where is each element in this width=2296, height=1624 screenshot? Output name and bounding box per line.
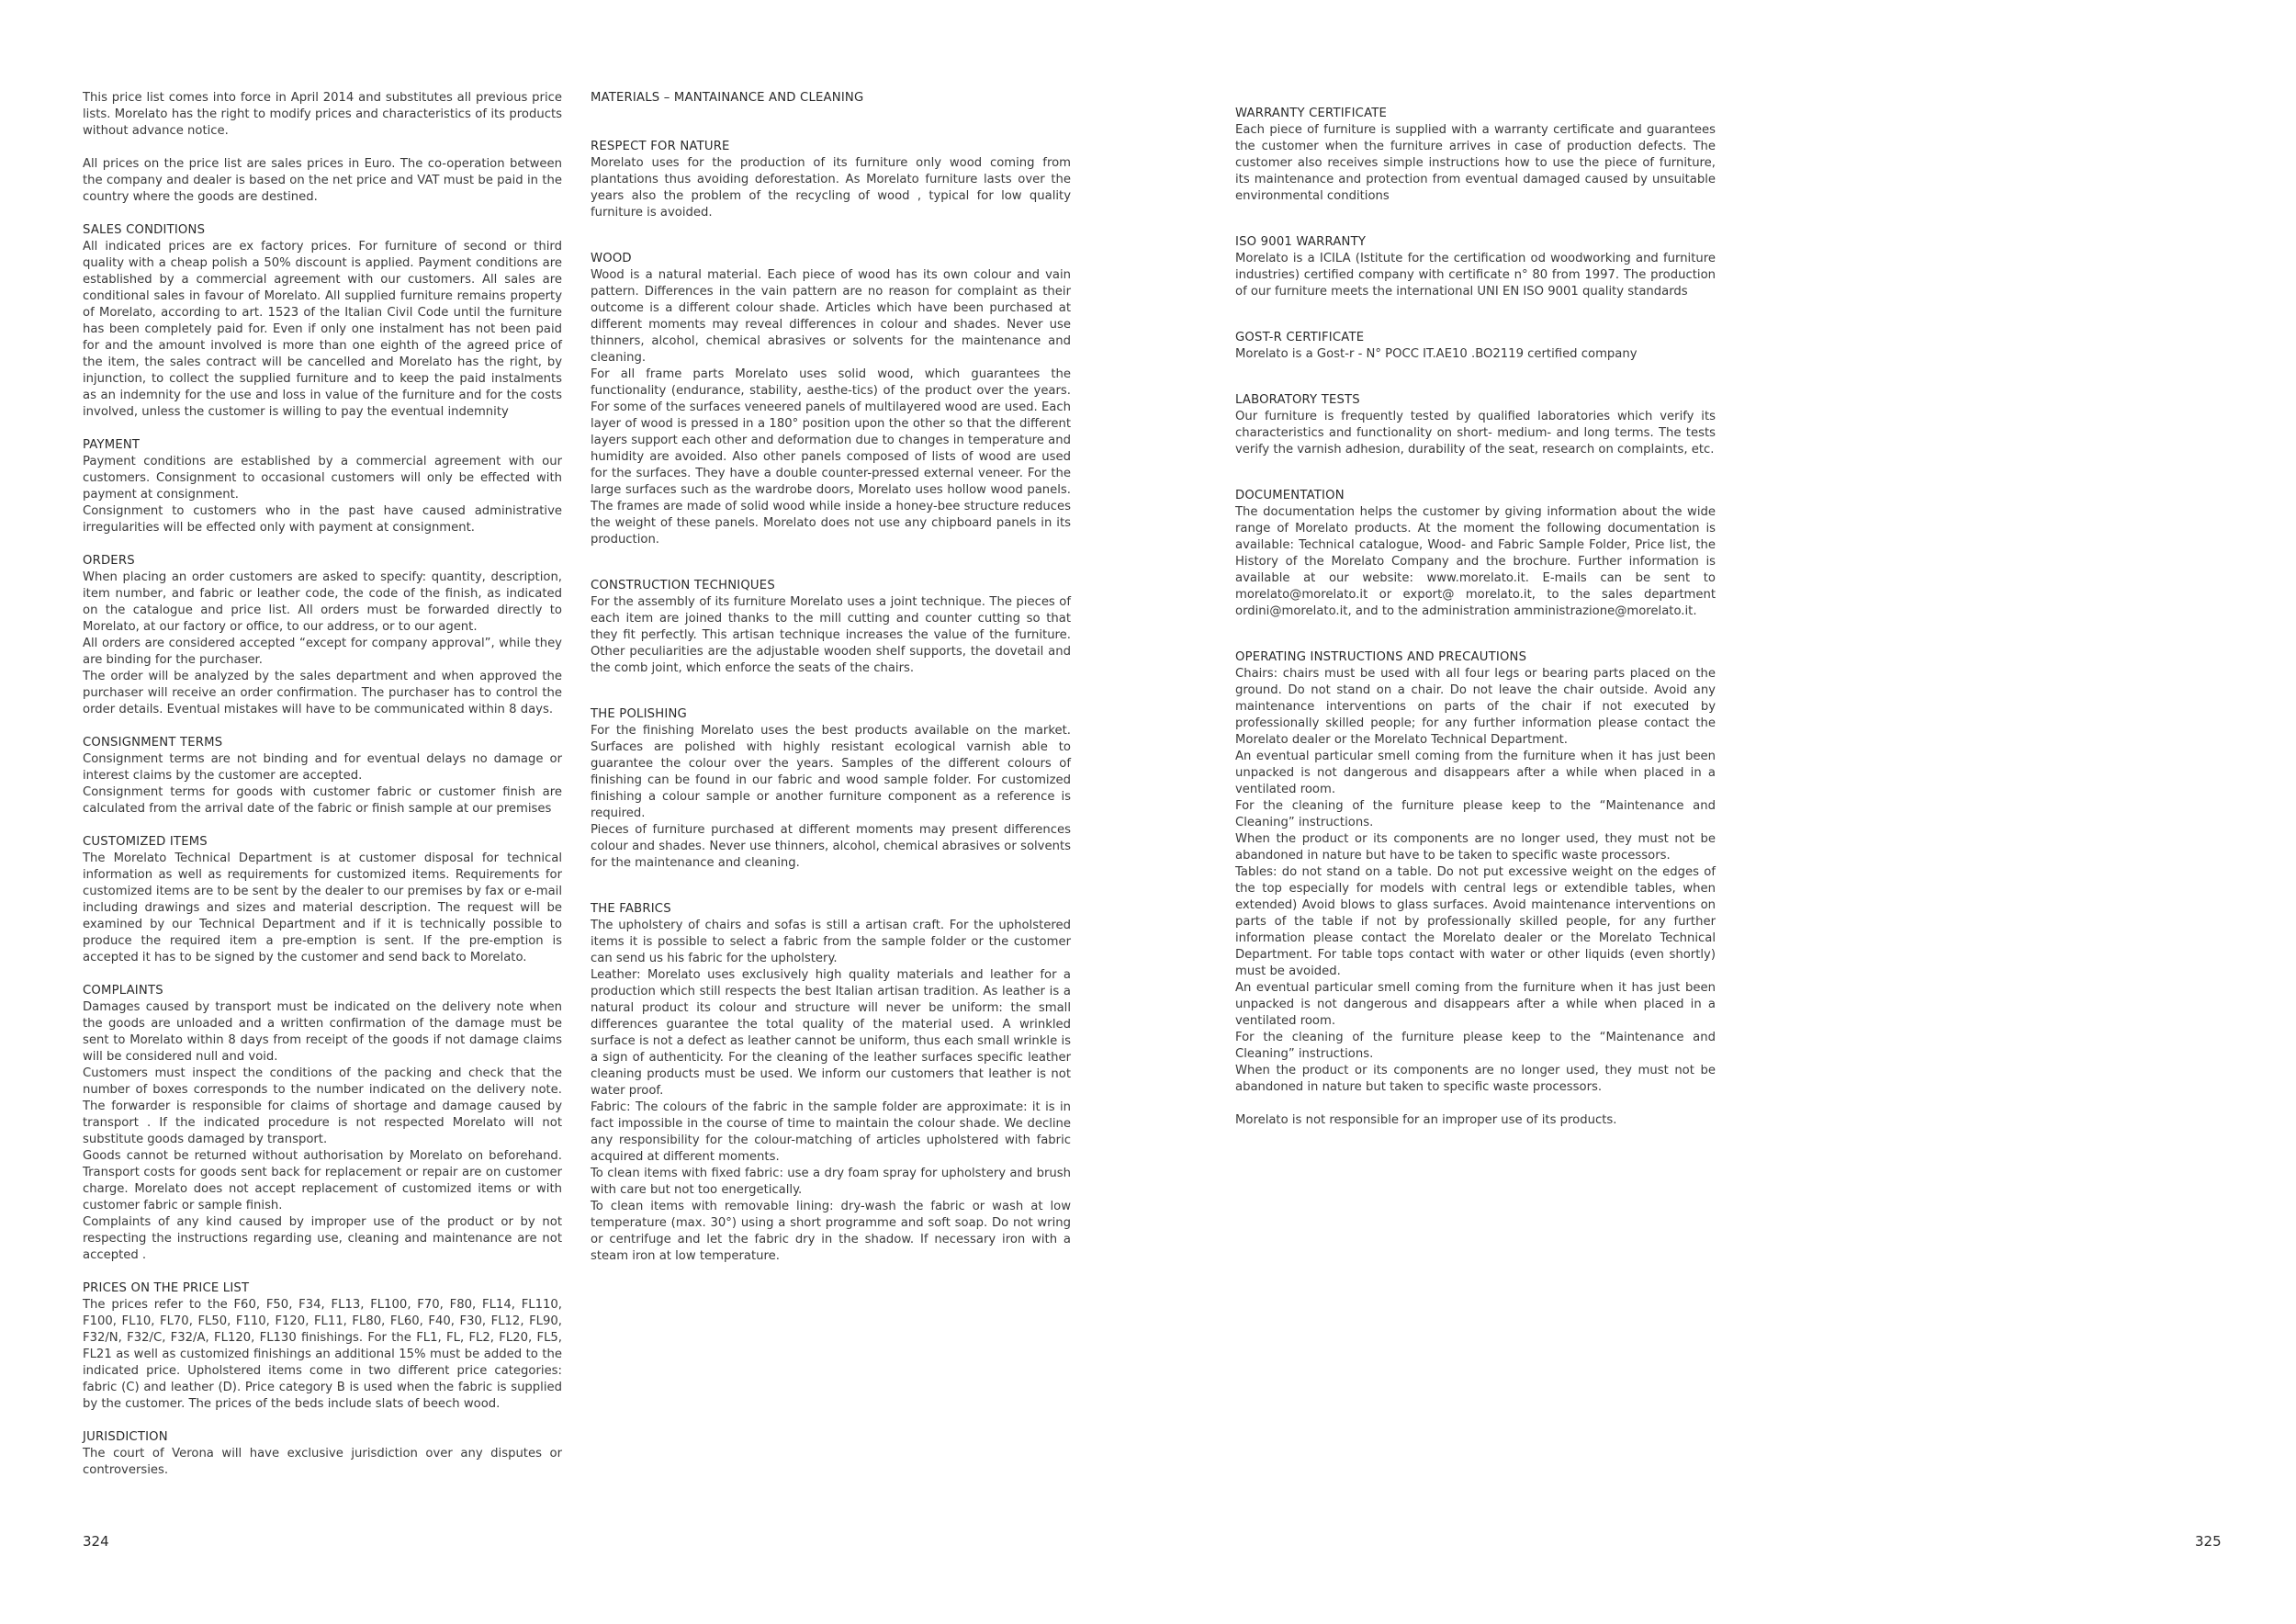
section-title: THE POLISHING <box>591 707 687 721</box>
section-paragraph: For the cleaning of the furniture please keep to the “Maintenance and Cleaning” instructions. <box>1235 799 1716 829</box>
section-paragraph: Leather: Morelato uses exclusively high quality materials and leather for a production which still respects the best Italian artisan tradition. As leather is a natural product its colour and structure will never be uniform: the small differences guarantee the total quality of the material used. A wrinkled surface is not a defect as leather cannot be uniform, thus each small wrinkle is a sign of authenticity. For the cleaning of the leather surfaces specific leather cleaning products must be used. We inform our customers that leather is not water proof. <box>591 968 1071 1098</box>
section-paragraph: Complaints of any kind caused by improper use of the product or by not respecting the instructions regarding use, cleaning and maintenance are not accepted . <box>83 1215 562 1262</box>
section-title: CUSTOMIZED ITEMS <box>83 835 208 849</box>
section-title: PRICES ON THE PRICE LIST <box>83 1281 250 1295</box>
section-paragraph: Our furniture is frequently tested by qualified laboratories which verify its characteristics and functionality on short- medium- and long terms. The tests verify the varnish adhesion, durability of the seat, research on complaints, etc. <box>1235 410 1716 457</box>
page-number-right: 325 <box>2195 1533 2222 1550</box>
section-sales-conditions <box>83 222 562 421</box>
section-paragraph: The documentation helps the customer by giving information about the wide range of Morelato products. At the moment the following documentation is available: Technical catalogue, Wood- and Fabric Sample Folder, Price list, the History of the Morelato Company and the brochure. Further information is available at our website: www.morelato.it. E-mails can be sent to morelato@morelato.it or export@ morelato.it, to the sales department ordini@morelato.it, and to the administration amministrazione@morelato.it. <box>1235 505 1716 618</box>
section-respect-for-nature <box>591 139 1071 221</box>
section-the-fabrics <box>591 901 1071 1265</box>
intro-block-1 <box>83 90 562 140</box>
section-paragraph: When the product or its components are no longer used, they must not be abandoned in nature but have to be taken to specific waste processors. <box>1235 832 1716 863</box>
intro-paragraph: This price list comes into force in April 2014 and substitutes all previous price lists. Morelato has the right to modify prices and characteristics of its products without advance notice. <box>83 91 562 138</box>
section-paragraph: Wood is a natural material. Each piece of wood has its own colour and vain pattern. Differences in the vain pattern are no reason for complaint as their outcome is a different colour shade. Articles which have been purchased at different moments may reveal differences in colour and shades. Never use thinners, alcohol, chemical abrasives or solvents for the maintenance and cleaning. <box>591 268 1071 365</box>
section-consignment-terms <box>83 735 562 818</box>
left-page-column <box>83 90 562 1495</box>
section-paragraph: Fabric: The colours of the fabric in the sample folder are approximate: it is in fact impossible in the course of time to maintain the colour shade. We decline any responsibility for the colour-matching of articles upholstered with fabric acquired at different moments. <box>591 1100 1071 1164</box>
section-paragraph: Chairs: chairs must be used with all four legs or bearing parts placed on the ground. Do not stand on a chair. Do not leave the chair outside. Avoid any maintenance interventions on parts of the chair if not executed by professionally skilled people; for any further information please contact the Morelato dealer or the Morelato Technical Department. <box>1235 667 1716 747</box>
section-title: PAYMENT <box>83 438 141 452</box>
section-operating-instructions <box>1235 649 1716 1096</box>
section-title: ISO 9001 WARRANTY <box>1235 235 1367 249</box>
section-paragraph: Morelato is a ICILA (Istitute for the certification od woodworking and furniture industries) certified company with certificate n° 80 from 1997. The production of our furniture meets the international UNI EN ISO 9001 quality standards <box>1235 252 1716 299</box>
section-paragraph: To clean items with removable lining: dry-wash the fabric or wash at low temperature (max. 30°) using a short programme and soft soap. Do not wring or centrifuge and let the fabric dry in the shadow. If necessary iron with a steam iron at low temperature. <box>591 1200 1071 1263</box>
section-paragraph: Pieces of furniture purchased at different moments may present differences colour and shades. Never use thinners, alcohol, chemical abrasives or solvents for the maintenance and cleaning. <box>591 823 1071 870</box>
section-iso-9001-warranty <box>1235 234 1716 300</box>
intro-paragraph: All prices on the price list are sales prices in Euro. The co-operation between the company and dealer is based on the net price and VAT must be paid in the country where the goods are destined. <box>83 157 562 204</box>
section-paragraph: Consignment to customers who in the past have caused administrative irregularities will be effected only with payment at consignment. <box>83 504 562 535</box>
materials-column <box>591 90 1071 1281</box>
section-the-polishing <box>591 706 1071 872</box>
section-paragraph: The prices refer to the F60, F50, F34, FL13, FL100, F70, F80, FL14, FL110, F100, FL10, FL70, FL50, F110, F120, FL11, FL80, FL60, F40, F30, FL12, FL90, F32/N, F32/C, F32/A, FL120, FL130 finishings. For the FL1, FL, FL2, FL20, FL5, FL21 as well as customized finishings an additional 15% must be added to the indicated price. Upholstered items come in two different price categories: fabric (C) and leather (D). Price category B is used when the fabric is supplied by the customer. The prices of the beds include slats of beech wood. <box>83 1298 562 1411</box>
section-paragraph: When the product or its components are no longer used, they must not be abandoned in nature but taken to specific waste processors. <box>1235 1064 1716 1094</box>
materials-heading: MATERIALS – MANTAINANCE AND CLEANING <box>591 91 864 105</box>
section-laboratory-tests <box>1235 392 1716 458</box>
section-paragraph: All orders are considered accepted “except for company approval”, while they are binding for the purchaser. <box>83 637 562 667</box>
section-complaints <box>83 983 562 1264</box>
section-paragraph: For the finishing Morelato uses the best products available on the market. Surfaces are polished with highly resistant ecological varnish able to guarantee the colour over the years. Samples of the different colours of finishing can be found in our fabric and wood sample folder. For customized finishing a colour sample or another furniture component as a reference is required. <box>591 724 1071 820</box>
section-paragraph: Goods cannot be returned without authorisation by Morelato on beforehand. Transport costs for goods sent back for replacement or repair are on customer charge. Morelato does not accept replacement of customized items or with customer fabric or sample finish. <box>83 1149 562 1212</box>
section-title: WOOD <box>591 252 632 265</box>
section-paragraph: The order will be analyzed by the sales department and when approved the purchaser will receive an order confirmation. The purchaser has to control the order details. Eventual mistakes will have to be communicated within 8 days. <box>83 670 562 716</box>
section-title: GOST-R CERTIFICATE <box>1235 331 1365 344</box>
section-paragraph: All indicated prices are ex factory prices. For furniture of second or third quality with a cheap polish a 50% discount is applied. Payment conditions are established by a commercial agreement with our customers. All sales are conditional sales in favour of Morelato. All supplied furniture remains property of Morelato, according to art. 1523 of the Italian Civil Code until the furniture has been completely paid for. Even if only one instalment has not been paid for and the amount involved is more than one eighth of the agreed price of the item, the sales contract will be cancelled and Morelato has the right, by injunction, to collect the supplied furniture and to keep the paid instalments as an indemnity for the use and loss in value of the furniture and for the costs involved, unless the customer is willing to pay the eventual indemnity <box>83 240 562 419</box>
section-paragraph: To clean items with fixed fabric: use a dry foam spray for upholstery and brush with care but not too energetically. <box>591 1167 1071 1197</box>
closing-note-block <box>1235 1112 1716 1129</box>
section-paragraph: Tables: do not stand on a table. Do not put excessive weight on the edges of the top especially for models with central legs or extendible tables, when extended) Avoid blows to glass surfaces. Avoid maintenance interventions on parts of the table if not by professionally skilled people, for any further information please contact the Morelato dealer or the Morelato Technical Department. For table tops contact with water or other liquids (even shortly) must be avoided. <box>1235 865 1716 978</box>
intro-block-2 <box>83 156 562 206</box>
section-title: DOCUMENTATION <box>1235 489 1345 502</box>
section-title: CONSIGNMENT TERMS <box>83 736 223 750</box>
section-title: THE FABRICS <box>591 902 671 916</box>
closing-note: Morelato is not responsible for an improper use of its products. <box>1235 1113 1617 1127</box>
section-payment <box>83 437 562 536</box>
section-warranty-certificate <box>1235 106 1716 205</box>
section-paragraph: Morelato is a Gost-r - N° POCC IT.AE10 .BO2119 certified company <box>1235 347 1638 361</box>
section-paragraph: For all frame parts Morelato uses solid wood, which guarantees the functionality (endurance, stability, aesthe-tics) of the product over the years. For some of the surfaces veneered panels of multilayered wood are used. Each layer of wood is pressed in a 180° position upon the other so that the different layers support each other and deformation due to changes in temperature and humidity are avoided. Also other panels composed of lists of wood are used for the surfaces. They have a double counter-pressed external veneer. For the large surfaces such as the wardrobe doors, Morelato uses hollow wood panels. The frames are made of solid wood while inside a honey-bee structure reduces the weight of these panels. Morelato does not use any chipboard panels in its production. <box>591 367 1071 547</box>
section-paragraph: Morelato uses for the production of its furniture only wood coming from plantations thus avoiding deforestation. As Morelato furniture lasts over the years also the problem of the recycling of wood , typical for low quality furniture is avoided. <box>591 156 1071 220</box>
section-wood <box>591 251 1071 548</box>
section-orders <box>83 553 562 718</box>
section-title: SALES CONDITIONS <box>83 223 206 237</box>
section-documentation <box>1235 488 1716 620</box>
section-title: JURISDICTION <box>83 1430 168 1444</box>
section-prices-on-price-list <box>83 1280 562 1413</box>
section-paragraph: An eventual particular smell coming from the furniture when it has just been unpacked is not dangerous and disappears after a while when placed in a ventilated room. <box>1235 750 1716 796</box>
section-paragraph: Consignment terms for goods with customer fabric or customer finish are calculated from the arrival date of the fabric or finish sample at our premises <box>83 785 562 816</box>
section-title: OPERATING INSTRUCTIONS AND PRECAUTIONS <box>1235 650 1527 664</box>
section-paragraph: An eventual particular smell coming from the furniture when it has just been unpacked is not dangerous and disappears after a while when placed in a ventilated room. <box>1235 981 1716 1028</box>
section-title: WARRANTY CERTIFICATE <box>1235 107 1388 120</box>
section-paragraph: Consignment terms are not binding and for eventual delays no damage or interest claims by the customer are accepted. <box>83 752 562 783</box>
section-paragraph: For the cleaning of the furniture please keep to the “Maintenance and Cleaning” instructions. <box>1235 1031 1716 1061</box>
section-jurisdiction <box>83 1429 562 1479</box>
section-paragraph: The court of Verona will have exclusive jurisdiction over any disputes or controversies. <box>83 1447 562 1477</box>
section-construction-techniques <box>591 578 1071 677</box>
page-number-left: 324 <box>83 1533 109 1550</box>
section-title: RESPECT FOR NATURE <box>591 140 730 153</box>
section-title: CONSTRUCTION TECHNIQUES <box>591 579 775 592</box>
section-gost-r-certificate <box>1235 330 1716 363</box>
section-paragraph: When placing an order customers are asked to specify: quantity, description, item number, and fabric or leather code, the code of the finish, as indicated on the catalogue and price list. All orders must be forwarded directly to Morelato, at our factory or office, to our address, or to our agent. <box>83 570 562 634</box>
section-paragraph: Each piece of furniture is supplied with a warranty certificate and guarantees the customer when the furniture arrives in case of production defects. The customer also receives simple instructions how to use the piece of furniture, its maintenance and protection from eventual damaged caused by unsuitable environmental conditions <box>1235 123 1716 203</box>
section-paragraph: Damages caused by transport must be indicated on the delivery note when the goods are unloaded and a written confirmation of the damage must be sent to Morelato within 8 days from receipt of the goods if not damage claims will be considered null and void. <box>83 1000 562 1064</box>
section-paragraph: Payment conditions are established by a commercial agreement with our customers. Consignment to occasional customers will only be effected with payment at consignment. <box>83 455 562 502</box>
section-paragraph: The Morelato Technical Department is at customer disposal for technical information as well as requirements for customized items. Requirements for customized items are to be sent by the dealer to our premises by fax or e-mail including drawings and sizes and material description. The request will be examined by our Technical Department and if it is technically possible to produce the required item a pre-emption is sent. If the pre-emption is accepted it has to be signed by the customer and send back to Morelato. <box>83 851 562 964</box>
section-paragraph: For the assembly of its furniture Morelato uses a joint technique. The pieces of each item are joined thanks to the mill cutting and counter cutting so that they fit perfectly. This artisan technique increases the value of the furniture. Other peculiarities are the adjustable wooden shelf supports, the dovetail and the comb joint, which enforce the seats of the chairs. <box>591 595 1071 675</box>
section-paragraph: The upholstery of chairs and sofas is still a artisan craft. For the upholstered items it is possible to select a fabric from the sample folder or the customer can send us his fabric for the upholstery. <box>591 919 1071 965</box>
section-customized-items <box>83 834 562 966</box>
right-page-column <box>1235 106 1716 1145</box>
section-title: COMPLAINTS <box>83 984 163 998</box>
section-title: LABORATORY TESTS <box>1235 393 1360 407</box>
section-paragraph: Customers must inspect the conditions of the packing and check that the number of boxes corresponds to the number indicated on the delivery note. The forwarder is responsible for claims of shortage and damage caused by transport . If the indicated procedure is not respected Morelato will not substitute goods damaged by transport. <box>83 1066 562 1146</box>
section-title: ORDERS <box>83 554 135 568</box>
